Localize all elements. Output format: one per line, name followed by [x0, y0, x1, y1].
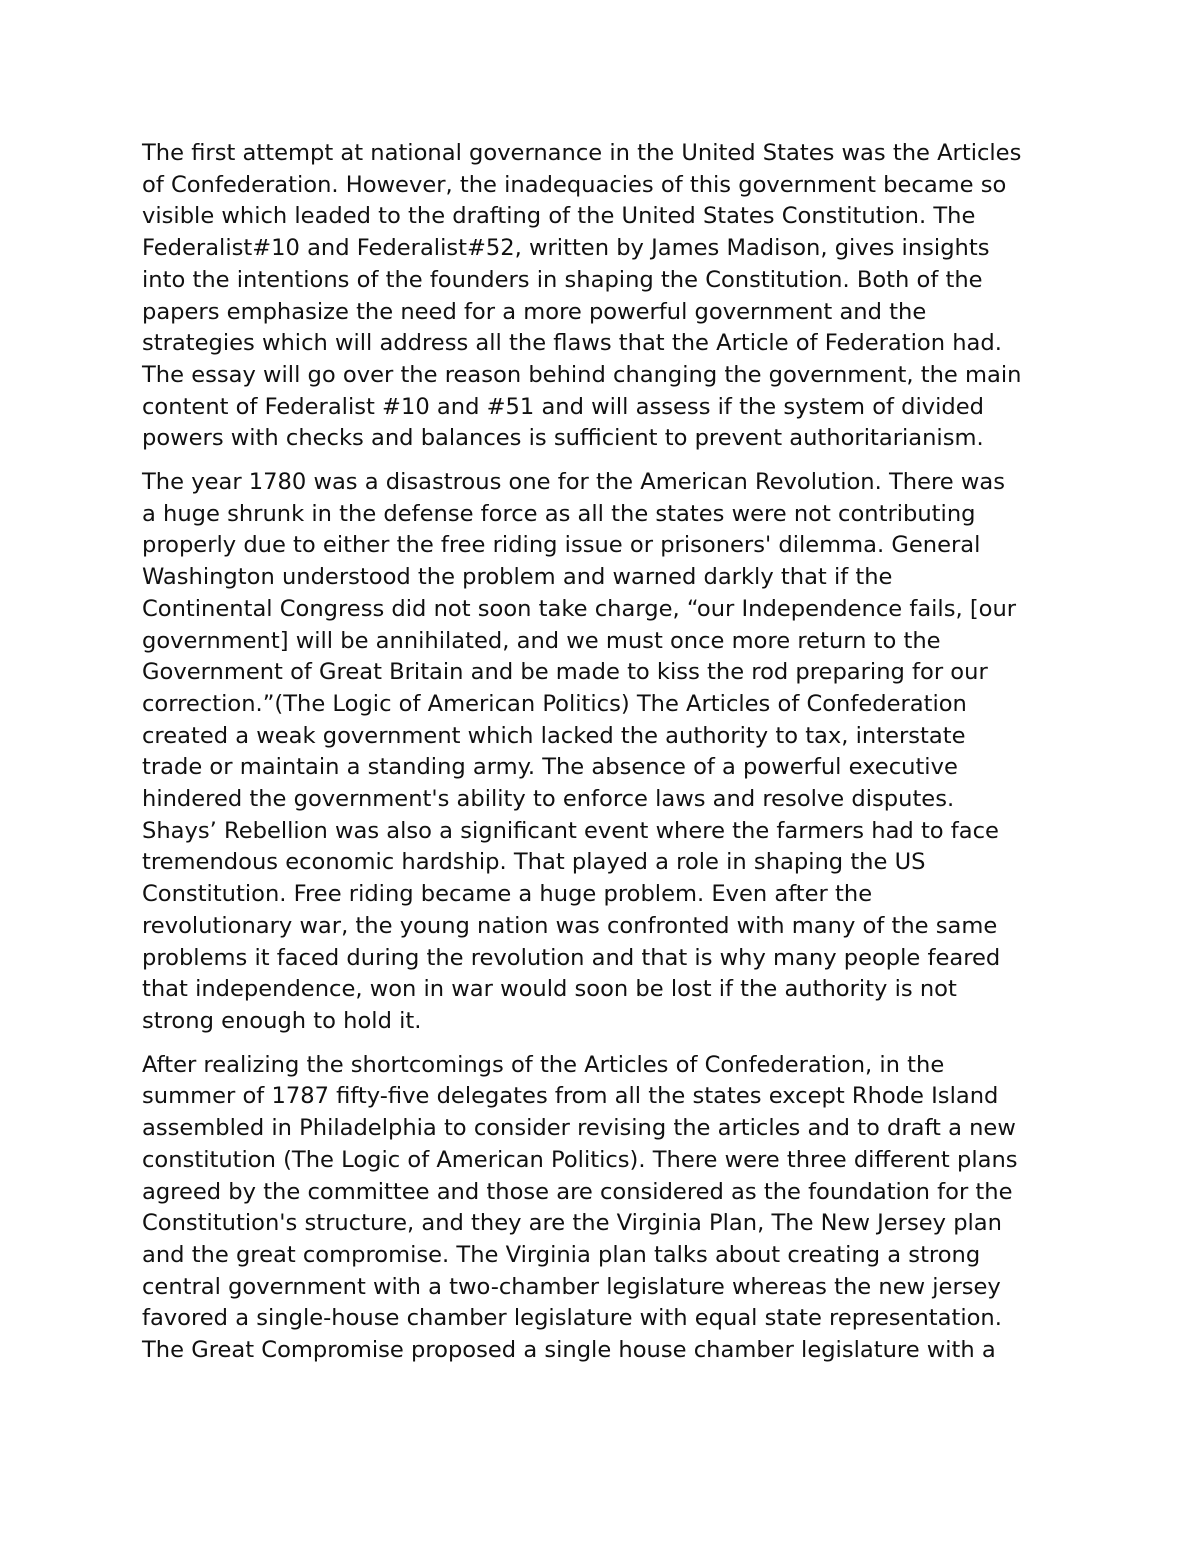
- text-line: The first attempt at national governance in the United States was the Articles: [142, 140, 1022, 166]
- paragraph-1: [142, 138, 1067, 455]
- paragraph-2: [142, 467, 1067, 1038]
- text-line: central government with a two-chamber legislature whereas the new jersey: [142, 1273, 1001, 1300]
- text-line: agreed by the committee and those are considered as the foundation for the: [142, 1178, 1013, 1205]
- text-line: constitution (The Logic of American Politics). There were three different plans: [142, 1146, 1018, 1173]
- text-line: problems it faced during the revolution and that is why many people feared: [142, 944, 1001, 971]
- text-line: favored a single-house chamber legislature with equal state representation.: [142, 1305, 1002, 1332]
- text-line: content of Federalist #10 and #51 and will assess if the system of divided: [142, 393, 985, 420]
- text-line: and the great compromise. The Virginia plan talks about creating a strong: [142, 1241, 981, 1268]
- text-line: a huge shrunk in the defense force as all the states were not contributing: [142, 500, 976, 527]
- text-line: government] will be annihilated, and we must once more return to the: [142, 627, 941, 654]
- text-line: hindered the government's ability to enforce laws and resolve disputes.: [142, 786, 955, 813]
- text-line: assembled in Philadelphia to consider revising the articles and to draft a new: [142, 1115, 1016, 1142]
- text-line: revolutionary war, the young nation was confronted with many of the same: [142, 912, 998, 939]
- text-line: The year 1780 was a disastrous one for the American Revolution. There was: [142, 469, 1005, 496]
- text-line: of Confederation. However, the inadequacies of this government became so: [142, 171, 1007, 198]
- text-line: After realizing the shortcomings of the Articles of Confederation, in the: [142, 1051, 945, 1078]
- text-line: The Great Compromise proposed a single house chamber legislature with a: [142, 1337, 996, 1364]
- text-line: summer of 1787 fifty-five delegates from all the states except Rhode Island: [142, 1083, 999, 1110]
- paragraph-3: [142, 1050, 1067, 1367]
- text-line: strategies which will address all the flaws that the Article of Federation had.: [142, 330, 1002, 357]
- text-line: into the intentions of the founders in shaping the Constitution. Both of the: [142, 266, 983, 293]
- text-line: strong enough to hold it.: [142, 1007, 422, 1034]
- text-line: Constitution's structure, and they are the Virginia Plan, The New Jersey plan: [142, 1210, 1002, 1237]
- text-line: Federalist#10 and Federalist#52, written by James Madison, gives insights: [142, 235, 990, 262]
- text-line: tremendous economic hardship. That played a role in shaping the US: [142, 849, 926, 876]
- text-line: Constitution. Free riding became a huge problem. Even after the: [142, 881, 873, 908]
- text-line: trade or maintain a standing army. The absence of a powerful executive: [142, 754, 958, 781]
- text-line: Shays’ Rebellion was also a significant event where the farmers had to face: [142, 817, 999, 844]
- text-line: created a weak government which lacked the authority to tax, interstate: [142, 722, 966, 749]
- text-line: Washington understood the problem and warned darkly that if the: [142, 564, 893, 591]
- text-line: visible which leaded to the drafting of the United States Constitution. The: [142, 203, 976, 230]
- text-line: powers with checks and balances is sufficient to prevent authoritarianism.: [142, 425, 984, 452]
- text-line: papers emphasize the need for a more powerful government and the: [142, 298, 927, 325]
- text-line: Government of Great Britain and be made to kiss the rod preparing for our: [142, 659, 988, 686]
- text-line: The essay will go over the reason behind changing the government, the main: [142, 361, 1022, 388]
- document-body: [142, 138, 1067, 1379]
- text-line: properly due to either the free riding issue or prisoners' dilemma. General: [142, 532, 981, 559]
- text-line: that independence, won in war would soon be lost if the authority is not: [142, 976, 957, 1003]
- text-line: Continental Congress did not soon take charge, “our Independence fails, [our: [142, 595, 1017, 622]
- text-line: correction.”(The Logic of American Politics) The Articles of Confederation: [142, 690, 967, 717]
